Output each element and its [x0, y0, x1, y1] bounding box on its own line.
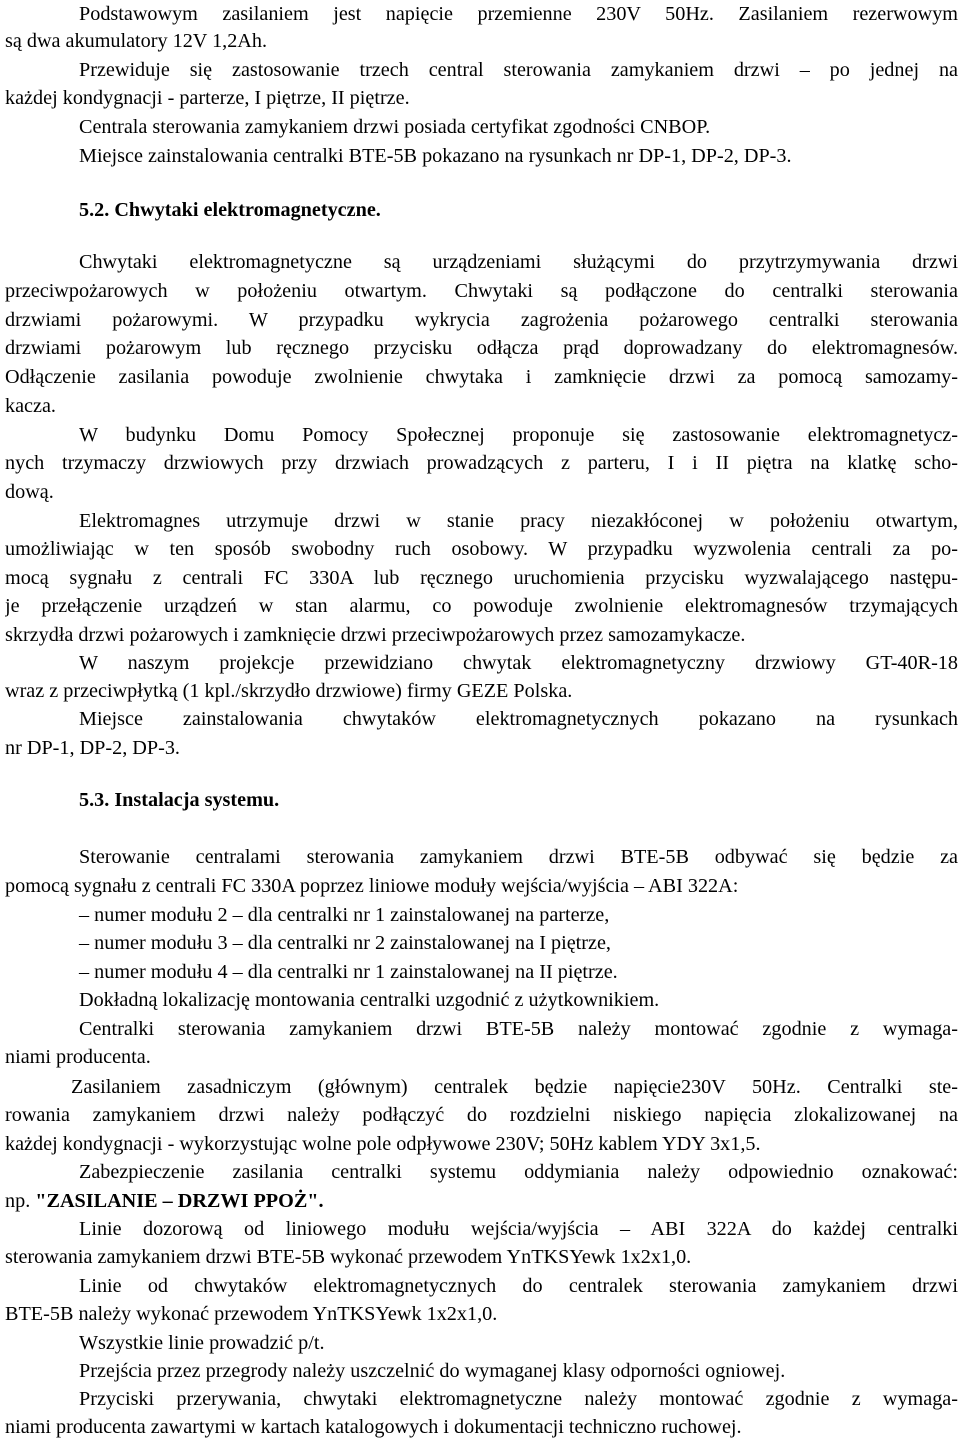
text-line: Miejsce zainstalowania centralki BTE-5B pokazano na rysunkach nr DP-1, DP-2, DP-3. [79, 145, 792, 167]
text-line: Linie od chwytaków elektromagnetycznych do centralek sterowania zamykaniem drzwi [79, 1275, 958, 1297]
text-line: Odłączenie zasilania powoduje zwolnienie chwytaka i zamknięcie drzwi za pomocą samozamy- [5, 366, 958, 388]
text-line: skrzydła drzwi pożarowych i zamknięcie drzwi przeciwpożarowych przez samozamykacze. [5, 624, 746, 646]
text-line: Sterowanie centralami sterowania zamykaniem drzwi BTE-5B odbywać się będzie za [79, 846, 958, 868]
text-line: Elektromagnes utrzymuje drzwi w stanie pracy niezakłóconej w położeniu otwartym, [79, 510, 958, 532]
list-item: – numer modułu 3 – dla centralki nr 2 zainstalowanej na I piętrze, [79, 932, 611, 954]
list-item: – numer modułu 2 – dla centralki nr 1 zainstalowanej na parterze, [79, 904, 610, 926]
text-line: pomocą sygnału z centrali FC 330A poprzez liniowe moduły wejścia/wyjścia – ABI 322A: [5, 875, 739, 897]
text-line: Przyciski przerywania, chwytaki elektromagnetyczne należy montować zgodnie z wymaga- [79, 1388, 958, 1410]
text-line: dową. [5, 481, 54, 503]
text-line: kacza. [5, 395, 56, 417]
text-line: W budynku Domu Pomocy Społecznej proponuje się zastosowanie elektromagnetycz- [79, 424, 958, 446]
text-line: nych trzymaczy drzwiowych przy drzwiach prowadzących z parteru, I i II piętra na klatkę scho- [5, 452, 958, 474]
text-line: W naszym projekcje przewidziano chwytak elektromagnetyczny drzwiowy GT-40R-18 [79, 652, 958, 674]
text-line: niami producenta zawartymi w kartach katalogowych i dokumentacji techniczno ruchowej. [5, 1416, 742, 1438]
text-line: je przełączenie urządzeń w stan alarmu, co powoduje zwolnienie elektromagnesów trzymających [5, 595, 958, 617]
text-run: np. [5, 1190, 36, 1212]
text-line: Wszystkie linie prowadzić p/t. [79, 1332, 325, 1354]
text-line: drzwiami pożarowymi. W przypadku wykrycia zagrożenia pożarowego centralki sterowania [5, 309, 958, 331]
text-line: Miejsce zainstalowania chwytaków elektromagnetycznych pokazano na rysunkach [79, 708, 958, 730]
bold-marking-label: "ZASILANIE – DRZWI PPOŻ". [35, 1190, 324, 1212]
section-heading-5-3: 5.3. Instalacja systemu. [79, 789, 280, 811]
text-line: niami producenta. [5, 1046, 151, 1068]
text-line: Dokładną lokalizację montowania centralki uzgodnić z użytkownikiem. [79, 989, 660, 1011]
text-line: Linie dozorową od liniowego modułu wejścia/wyjścia – ABI 322A do każdej centralki [79, 1218, 958, 1240]
text-line: Centralki sterowania zamykaniem drzwi BTE-5B należy montować zgodnie z wymaga- [79, 1018, 958, 1040]
text-line: każdej kondygnacji - parterze, I piętrze, II piętrze. [5, 87, 410, 109]
text-line: rowania zamykaniem drzwi należy podłączyć do rozdzielni niskiego napięcia zlokalizowanej na [5, 1104, 958, 1126]
text-line: wraz z przeciwpłytką (1 kpl./skrzydło drzwiowe) firmy GEZE Polska. [5, 680, 573, 702]
text-line: BTE-5B należy wykonać przewodem YnTKSYewk 1x2x1,0. [5, 1303, 498, 1325]
text-line-label-marking [5, 1187, 958, 1216]
text-line: przeciwpożarowych w położeniu otwartym. Chwytaki są podłączone do centralki sterowania [5, 280, 958, 302]
text-line: Przewiduje się zastosowanie trzech central sterowania zamykaniem drzwi – po jednej na [79, 59, 958, 81]
section-heading-5-2: 5.2. Chwytaki elektromagnetyczne. [79, 199, 381, 221]
text-line: Podstawowym zasilaniem jest napięcie przemienne 230V 50Hz. Zasilaniem rezerwowym [79, 3, 958, 25]
text-line: Zabezpieczenie zasilania centralki systemu oddymiania należy odpowiednio oznakować: [79, 1161, 958, 1183]
text-line: sterowania zamykaniem drzwi BTE-5B wykonać przewodem YnTKSYewk 1x2x1,0. [5, 1246, 692, 1268]
text-line: Przejścia przez przegrody należy uszczelnić do wymaganej klasy odporności ogniowej. [79, 1360, 786, 1382]
text-line: Chwytaki elektromagnetyczne są urządzeniami służącymi do przytrzymywania drzwi [79, 251, 958, 273]
text-line: nr DP-1, DP-2, DP-3. [5, 737, 180, 759]
text-line: Centrala sterowania zamykaniem drzwi posiada certyfikat zgodności CNBOP. [79, 116, 711, 138]
text-line: mocą sygnału z centrali FC 330A lub ręcznego uruchomienia przycisku wyzwalającego następu- [5, 567, 958, 589]
text-line: umożliwiając w ten sposób swobodny ruch osobowy. W przypadku wyzwolenia centrali za po- [5, 538, 958, 560]
text-line: Zasilaniem zasadniczym (głównym) centralek będzie napięcie230V 50Hz. Centralki ste- [71, 1076, 958, 1098]
text-line: są dwa akumulatory 12V 1,2Ah. [5, 30, 268, 52]
text-line: każdej kondygnacji - wykorzystując wolne pole odpływowe 230V; 50Hz kablem YDY 3x1,5. [5, 1133, 761, 1155]
list-item: – numer modułu 4 – dla centralki nr 1 zainstalowanej na II piętrze. [79, 961, 618, 983]
text-line: drzwiami pożarowym lub ręcznego przycisku odłącza prąd doprowadzany do elektromagnesów. [5, 337, 958, 359]
